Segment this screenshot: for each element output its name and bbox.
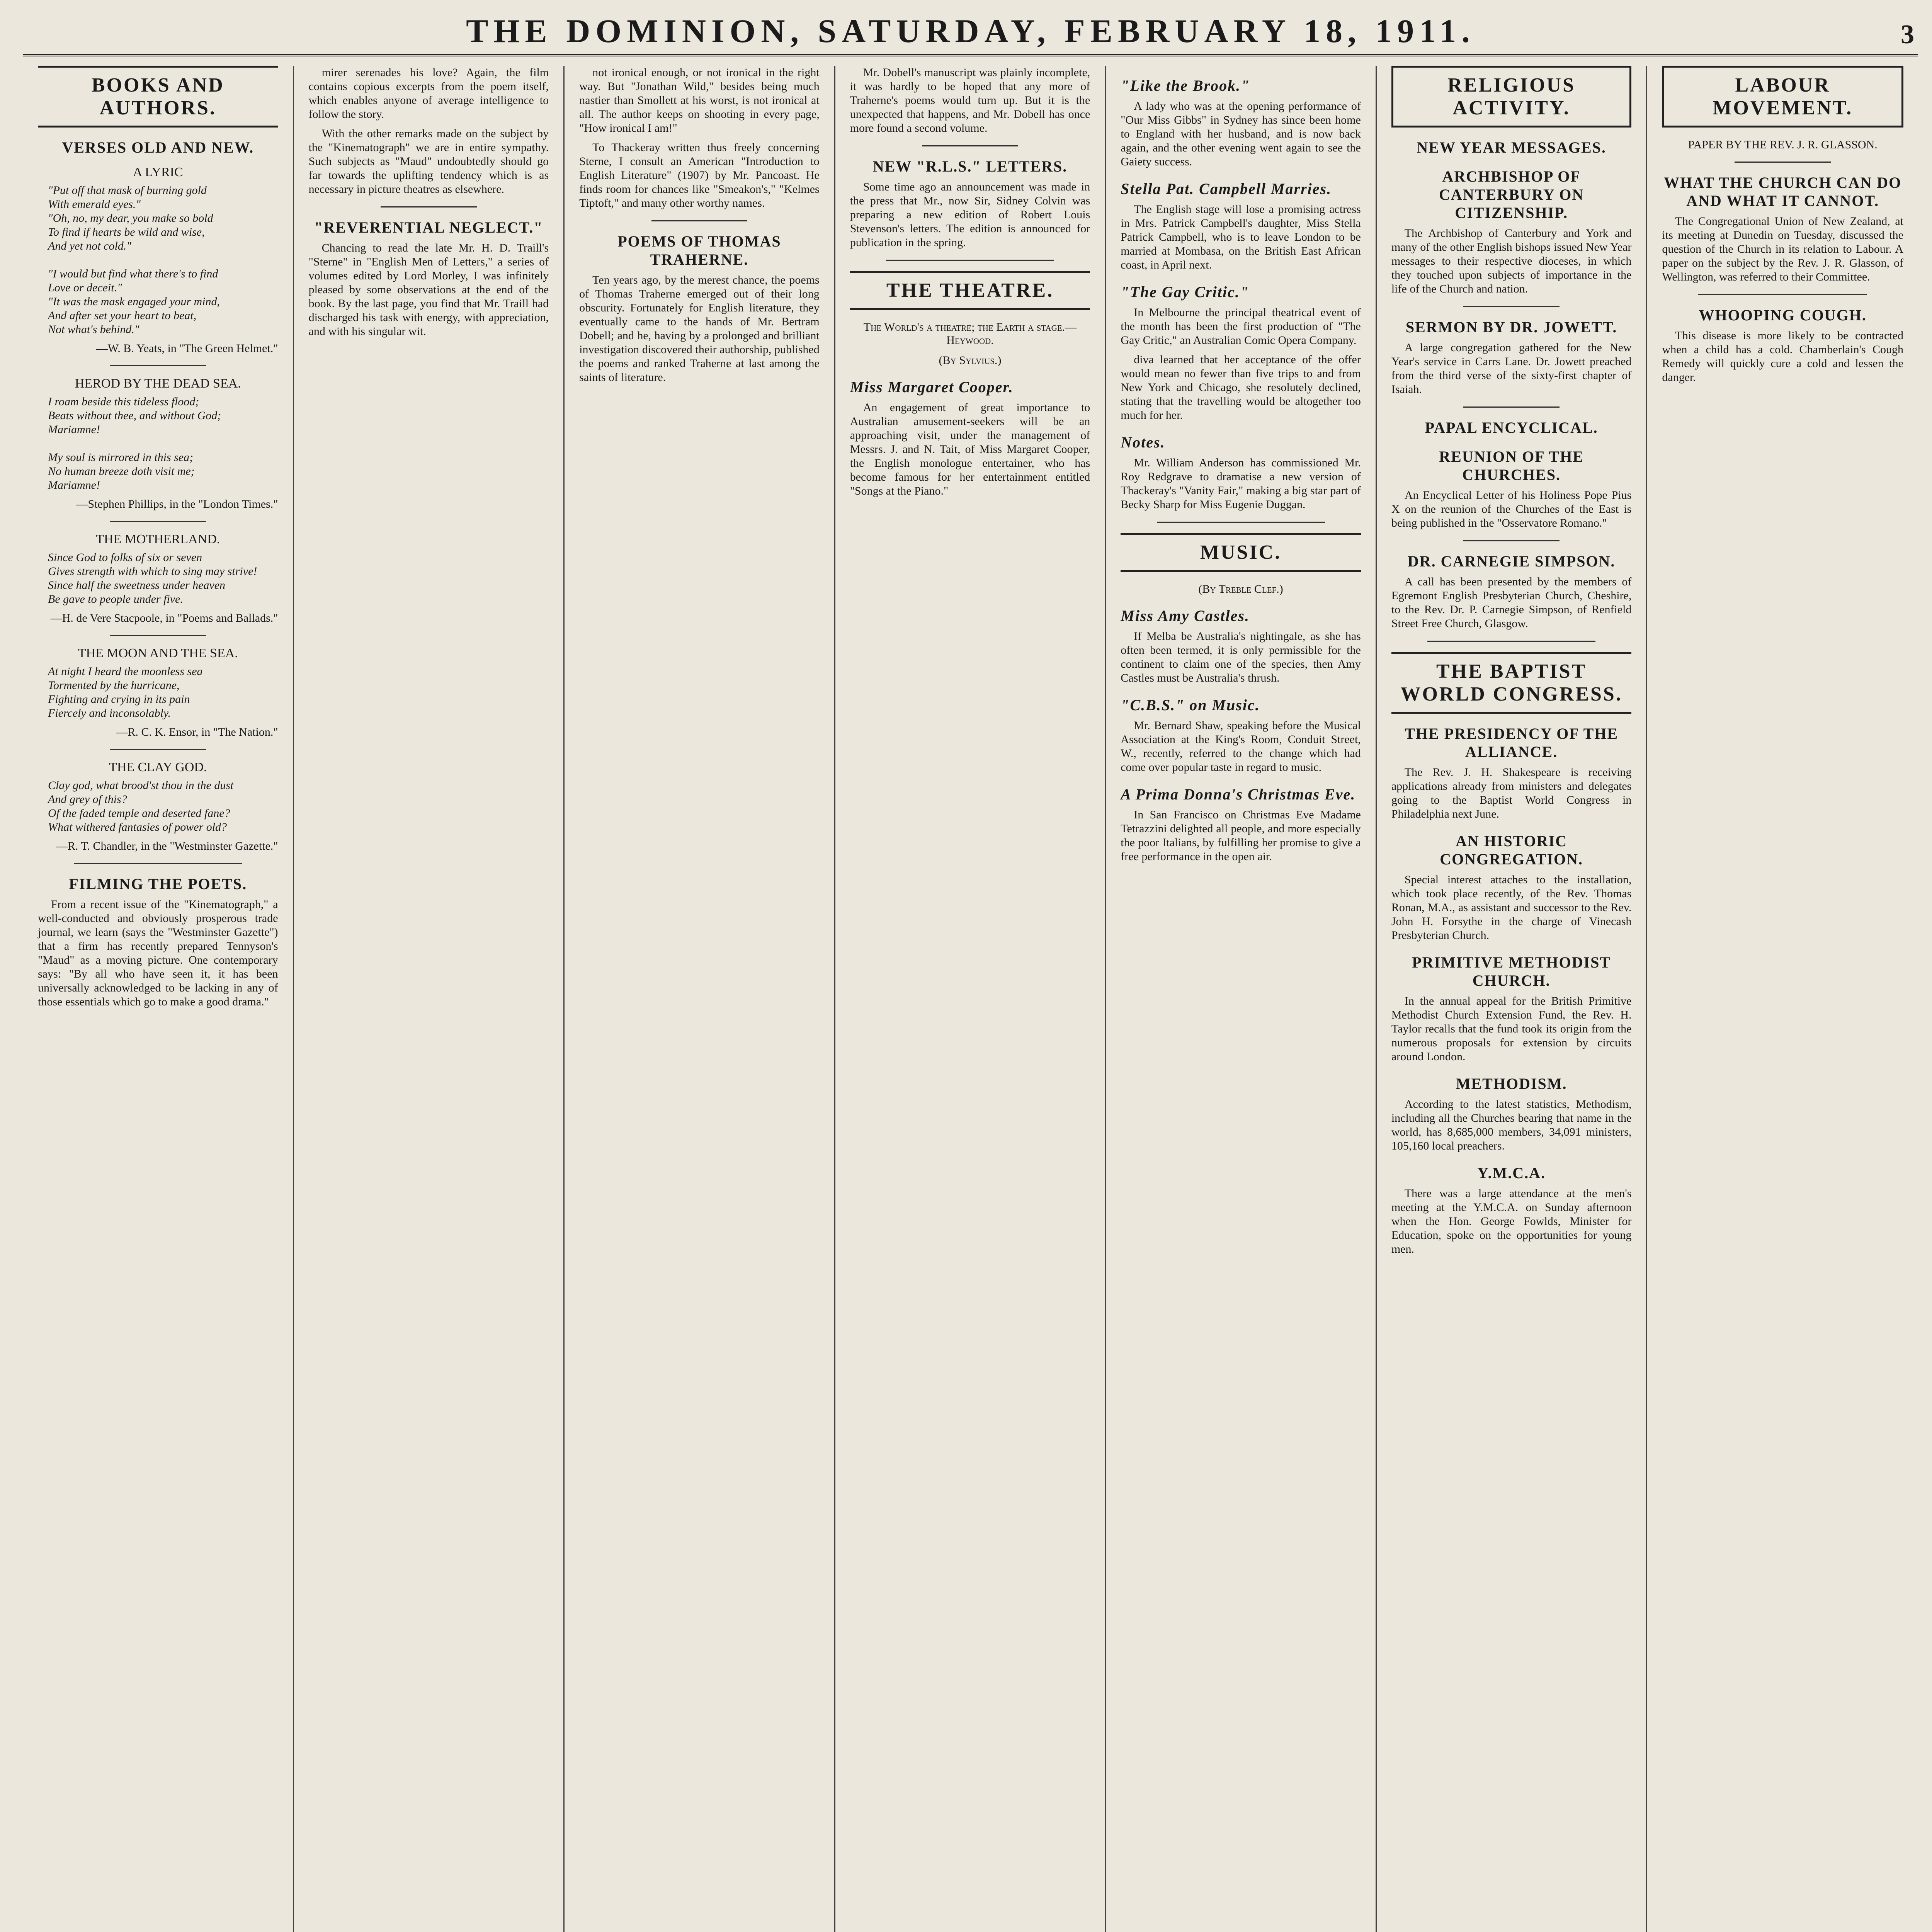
col3-paragraph-2: To Thackeray written thus freely concerning Sterne, I consult an American "Introduction to English Literature" (1907) by Mr. Pancoast. He finds room for chances like "Smeakon's," "Kelmes Tiptoft," and many other worthy names. <box>579 141 820 209</box>
donna-title: A Prima Donna's Christmas Eve. <box>1121 786 1356 803</box>
notes-title: Notes. <box>1121 434 1165 451</box>
campbell-title: Stella Pat. Campbell Marries. <box>1121 180 1332 197</box>
moon-attribution: —R. C. K. Ensor, in "The Nation." <box>116 726 278 738</box>
herod-title: HEROD BY THE DEAD SEA. <box>75 376 241 391</box>
religious-heading: RELIGIOUS ACTIVITY. <box>1391 66 1632 128</box>
papal-title: PAPAL ENCYCLICAL. <box>1425 419 1598 436</box>
divider <box>1157 522 1325 523</box>
clay-title: THE CLAY GOD. <box>109 760 207 774</box>
notes-paragraph: Mr. William Anderson has commissioned Mr. Roy Redgrave to dramatise a new version of Thackeray's "Vanity Fair," making a big star part of Becky Sharp for Miss Eugenie Duggan. <box>1121 456 1361 511</box>
page-number: 3 <box>1901 20 1914 49</box>
cough-title: WHOOPING COUGH. <box>1699 306 1867 324</box>
herod-attribution: —Stephen Phillips, in the "London Times." <box>76 498 278 510</box>
archbishop-title: ARCHBISHOP OF CANTERBURY ON CITIZENSHIP. <box>1439 168 1584 221</box>
col2-paragraph-1: mirer serenades his love? Again, the film contains copious excerpts from the poem itself, which enables anyone of average intelligence to follow the story. <box>308 66 549 121</box>
newyear-title: NEW YEAR MESSAGES. <box>1417 139 1606 156</box>
primitive-title: PRIMITIVE METHODIST CHURCH. <box>1412 954 1611 989</box>
church-paragraph: The Congregational Union of New Zealand, at its meeting at Dunedin on Tuesday, discussed the question of the Church in its relation to Labour. A paper on the subject by the Rev. J. R. Glasson, of Wellington, was referred to their Committee. <box>1662 215 1903 283</box>
theatre-epigraph: The World's a theatre; the Earth a stage.—Heywood. <box>863 321 1077 347</box>
jowett-title: SERMON BY DR. JOWETT. <box>1405 318 1617 336</box>
column-1 <box>23 66 294 1932</box>
verses-subheading: VERSES OLD AND NEW. <box>62 139 254 156</box>
column-5 <box>1106 66 1377 1932</box>
divider <box>1698 294 1867 295</box>
simpson-title: DR. CARNEGIE SIMPSON. <box>1407 553 1616 570</box>
presidency-title: THE PRESIDENCY OF THE ALLIANCE. <box>1405 725 1619 760</box>
divider <box>886 260 1054 261</box>
col4-paragraph-1: Mr. Dobell's manuscript was plainly incomplete, it was hardly to be hoped that any more of Traherne's poems would turn up. But it is the unexpected that happens, and Mr. Dobell has once more found a second volume. <box>850 66 1090 134</box>
column-6 <box>1377 66 1648 1932</box>
donna-paragraph: In San Francisco on Christmas Eve Madame Tetrazzini delighted all people, and more especially the poor Italians, by fulfilling her promise to give a free performance in the open air. <box>1121 808 1361 863</box>
ymca-paragraph: There was a large attendance at the men's meeting at the Y.M.C.A. on Sunday afternoon when the Hon. George Fowlds, Minister for Education, spoke on the opportunities for young men. <box>1391 1187 1632 1255</box>
presidency-paragraph: The Rev. J. H. Shakespeare is receiving applications already from ministers and delegates going to the Baptist World Congress in Philadelphia next June. <box>1391 766 1632 820</box>
divider <box>922 145 1018 146</box>
theatre-byline: (By Sylvius.) <box>939 354 1002 367</box>
historic-title: AN HISTORIC CONGREGATION. <box>1440 832 1583 868</box>
methodism-paragraph: According to the latest statistics, Methodism, including all the Churches bearing that name in the world, has 8,685,000 members, 34,091 ministers, 105,160 local preachers. <box>1391 1098 1632 1152</box>
columns <box>23 66 1918 1932</box>
reunion-title: REUNION OF THE CHURCHES. <box>1439 448 1584 483</box>
ymca-title: Y.M.C.A. <box>1477 1164 1546 1182</box>
baptist-heading: THE BAPTIST WORLD CONGRESS. <box>1391 652 1632 714</box>
column-7 <box>1647 66 1918 1932</box>
divider <box>1463 540 1560 541</box>
archbishop-paragraph: The Archbishop of Canterbury and York and many of the other English bishops issued New Year messages to their respective dioceses, in which they touched upon subjects of importance in the life of the Church and nation. <box>1391 227 1632 295</box>
reverential-paragraph: Chancing to read the late Mr. H. D. Traill's "Sterne" in "English Men of Letters," a series of volumes edited by Lord Morley, I was infinitely pleased by some observations at the end of the book. By the last page, you find that Mr. Traill had discharged his task with energy, with appreciation, and with his singular wit. <box>308 242 549 338</box>
music-heading: MUSIC. <box>1121 533 1361 572</box>
clay-attribution: —R. T. Chandler, in the "Westminster Gazette." <box>56 840 278 852</box>
church-title: WHAT THE CHURCH CAN DO AND WHAT IT CANNOT. <box>1664 174 1902 209</box>
reverential-title: "REVERENTIAL NEGLECT." <box>314 219 543 236</box>
column-2 <box>294 66 565 1932</box>
divider <box>110 365 206 366</box>
labour-heading: LABOUR MOVEMENT. <box>1662 66 1903 128</box>
masthead <box>23 8 1918 56</box>
divider <box>110 749 206 750</box>
divider <box>110 635 206 636</box>
moon-verse: At night I heard the moonless sea Tormented by the hurricane, Fighting and crying in its pain Fiercely and inconsolably. <box>48 665 203 719</box>
castles-title: Miss Amy Castles. <box>1121 607 1250 624</box>
cough-paragraph: This disease is more likely to be contracted when a child has a cold. Chamberlain's Cough Remedy will quickly cure a cold and lessen the danger. <box>1662 329 1903 384</box>
herod-verse: I roam beside this tideless flood; Beats without thee, and without God; Mariamne! My soul is mirrored in this sea; No human breeze doth visit me; Mariamne! <box>48 395 221 492</box>
lyric-verse: "Put off that mask of burning gold With emerald eyes." "Oh, no, my dear, you make so bold To find if hearts be wild and wise, And yet not cold." "I would but find what there's to find Love or deceit." "It was the mask engaged your mind, And after set your heart to beat, Not what's behind." <box>48 184 220 336</box>
methodism-title: METHODISM. <box>1456 1075 1567 1092</box>
filming-paragraph: From a recent issue of the "Kinematograph," a well-conducted and obviously prosperous trade journal, we learn (says the "Westminster Gazette") that a firm has recently prepared Tennyson's "Maud" as a moving picture. One contemporary says: "By all who have seen it, it has been universally acknowledged to be lacking in any of those essentials which go to make a good drama." <box>38 898 278 1008</box>
divider <box>1463 306 1560 307</box>
simpson-paragraph: A call has been presented by the members of Egremont English Presbyterian Church, Cheshire, to the Rev. Dr. P. Carnegie Simpson, of Renfield Street Free Church, Glasgow. <box>1391 575 1632 630</box>
music-byline: (By Treble Clef.) <box>1198 583 1283 595</box>
lyric-title: A LYRIC <box>133 165 183 179</box>
column-4 <box>835 66 1106 1932</box>
mother-verse: Since God to folks of six or seven Gives strength with which to sing may strive! Since half the sweetness under heaven Be gave to people under five. <box>48 551 257 605</box>
rls-title: NEW "R.L.S." LETTERS. <box>872 158 1068 175</box>
books-heading: BOOKS AND AUTHORS. <box>38 66 278 128</box>
masthead-title: THE DOMINION, SATURDAY, FEBRUARY 18, 1911. <box>466 12 1475 49</box>
moon-title: THE MOON AND THE SEA. <box>78 646 238 660</box>
divider <box>381 206 477 207</box>
col2-paragraph-2: With the other remarks made on the subject by the "Kinematograph" we are in entire sympathy. Such subjects as "Maud" undoubtedly should go far towards the uplifting tendency which is as necessary in picture theatres as elsewhere. <box>308 127 549 196</box>
critic-paragraph: In Melbourne the principal theatrical event of the month has been the first production of "The Gay Critic," an Australian Comic Opera Company. <box>1121 306 1361 347</box>
divider <box>651 220 748 221</box>
divider <box>1427 641 1595 642</box>
traherne-title: POEMS OF THOMAS TRAHERNE. <box>617 233 781 268</box>
cbs-title: "C.B.S." on Music. <box>1121 696 1260 714</box>
column-3 <box>565 66 835 1932</box>
primitive-paragraph: In the annual appeal for the British Primitive Methodist Church Extension Fund, the Rev. H. Taylor recalls that the fund took its origin from the numerous proposals for extension by circuits around London. <box>1391 995 1632 1063</box>
reunion-paragraph: An Encyclical Letter of his Holiness Pope Pius X on the reunion of the Churches of the East is being published in the "Osservatore Romano." <box>1391 489 1632 529</box>
rls-paragraph: Some time ago an announcement was made in the press that Mr., now Sir, Sidney Colvin was preparing a new edition of Robert Louis Stevenson's letters. The edition is announced for publication in the spring. <box>850 180 1090 249</box>
jowett-paragraph: A large congregation gathered for the New Year's service in Carrs Lane. Dr. Jowett preached from the third verse of the sixty-first chapter of Isaiah. <box>1391 341 1632 396</box>
cbs-paragraph: Mr. Bernard Shaw, speaking before the Musical Association at the King's Room, Conduit Street, W., recently, referred to the change which had come over popular taste in regard to music. <box>1121 719 1361 774</box>
cooper-title: Miss Margaret Cooper. <box>850 378 1014 396</box>
campbell-paragraph: The English stage will lose a promising actress in Mrs. Patrick Campbell's daughter, Miss Stella Patrick Campbell, who is to leave London to be married at Mombasa, on the British East African coast, in April next. <box>1121 203 1361 271</box>
cooper-paragraph: An engagement of great importance to Australian amusement-seekers will be an approaching visit, under the management of Messrs. J. and N. Tait, of Miss Margaret Cooper, the English monologue entertainer, who has become famous for her entertainment entitled "Songs at the Piano." <box>850 401 1090 497</box>
theatre-heading: THE THEATRE. <box>850 271 1090 310</box>
labour-byline: PAPER BY THE REV. J. R. GLASSON. <box>1688 138 1878 151</box>
brook-title: "Like the Brook." <box>1121 77 1250 94</box>
mother-attribution: —H. de Vere Stacpoole, in "Poems and Ballads." <box>50 612 278 624</box>
traherne-paragraph: Ten years ago, by the merest chance, the poems of Thomas Traherne emerged out of their long obscurity. Fortunately for English literature, they eventually came to the hands of Mr. Bertram Dobell; and he, having by a prolonged and brilliant investigation discovered their authorship, published the poems and ranked Traherne at last among the saints of literature. <box>579 274 820 384</box>
mother-title: THE MOTHERLAND. <box>96 532 220 546</box>
brook-paragraph: A lady who was at the opening performance of "Our Miss Gibbs" in Sydney has since been home to England with her husband, and is now back again, and the other evening went again to see the Gaiety success. <box>1121 100 1361 168</box>
divider <box>110 521 206 522</box>
col3-paragraph-1: not ironical enough, or not ironical in the right way. But "Jonathan Wild," besides being much nastier than Smollett at his worst, is not ironical at all. The author keeps on shooting in every page, "How ironical I am!" <box>579 66 820 134</box>
filming-title: FILMING THE POETS. <box>69 875 247 893</box>
historic-paragraph: Special interest attaches to the installation, which took place recently, of the Rev. Thomas Ronan, M.A., as assistant and successor to the Rev. John H. Forsythe in the charge of Vinecash Presbyterian Church. <box>1391 873 1632 942</box>
divider <box>1735 162 1831 163</box>
divider <box>1463 406 1560 408</box>
lyric-attribution: —W. B. Yeats, in "The Green Helmet." <box>96 342 278 355</box>
divider <box>74 863 242 864</box>
castles-paragraph: If Melba be Australia's nightingale, as she has often been termed, it is only permissible for the continent to claim one of the species, then Amy Castles must be Australia's thrush. <box>1121 630 1361 684</box>
col6-paragraph-1: diva learned that her acceptance of the offer would mean no fewer than five trips to and from New York and Chicago, she resolutely declined, stating that the travelling would be altogether too much for her. <box>1121 353 1361 422</box>
clay-verse: Clay god, what brood'st thou in the dust And grey of this? Of the faded temple and deserted fane? What withered fantasies of power old? <box>48 779 234 833</box>
critic-title: "The Gay Critic." <box>1121 283 1250 301</box>
